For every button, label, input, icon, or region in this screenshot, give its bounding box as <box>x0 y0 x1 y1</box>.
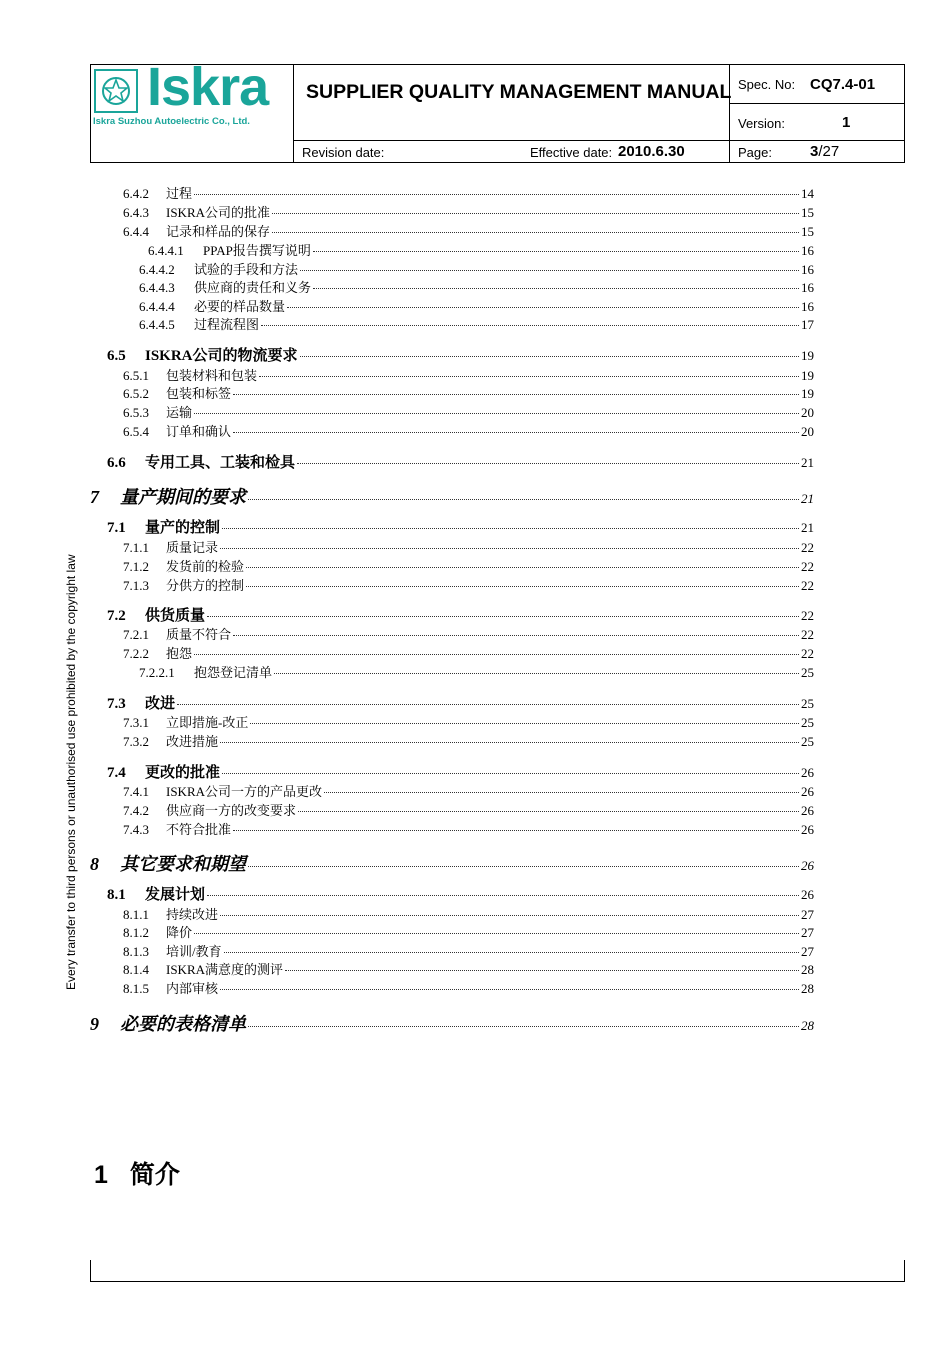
toc-entry-number: 6.6 <box>107 455 126 471</box>
toc-entry-title: 包装材料和包装 <box>166 368 258 383</box>
toc-dot-leader <box>246 567 799 568</box>
toc-entry-number: 8.1.3 <box>123 944 149 959</box>
toc-entry-number: 6.5 <box>107 348 126 364</box>
revision-label: Revision date: <box>302 145 385 160</box>
toc-entry-page: 14 <box>801 186 814 201</box>
toc-entry-title: 记录和样品的保存 <box>166 224 271 239</box>
toc-entry-page: 19 <box>801 368 814 383</box>
toc-entry-page: 25 <box>801 696 814 711</box>
toc-entry-title: 发展计划 <box>145 887 206 903</box>
toc-entry-page: 26 <box>801 765 814 780</box>
toc-entry[interactable] <box>123 819 814 838</box>
toc-entry-page: 22 <box>801 608 814 623</box>
iskra-logo-icon <box>94 69 138 113</box>
toc-entry-title: 内部审核 <box>166 981 219 996</box>
toc-dot-leader <box>250 723 799 724</box>
copyright-side-notice: Every transfer to third persons or unauthorised use prohibited by the copyright law <box>64 554 78 990</box>
toc-entry-title: 试验的手段和方法 <box>194 262 299 277</box>
toc-entry-page: 22 <box>801 627 814 642</box>
toc-entry-number: 7.2.2.1 <box>139 665 175 680</box>
toc-dot-leader <box>194 194 799 195</box>
toc-entry-page: 27 <box>801 925 814 940</box>
toc-entry[interactable] <box>107 604 814 625</box>
toc-entry-number: 7.1.1 <box>123 540 149 555</box>
toc-dot-leader <box>300 356 799 357</box>
toc-entry-title: 抱怨登记清单 <box>194 665 273 680</box>
toc-entry[interactable] <box>123 221 814 240</box>
toc-dot-leader <box>224 952 799 953</box>
toc-entry[interactable] <box>123 643 814 662</box>
toc-entry-title: 发货前的检验 <box>166 559 245 574</box>
toc-entry[interactable] <box>107 692 814 713</box>
spec-cell <box>730 65 905 104</box>
toc-entry-page: 26 <box>801 784 814 799</box>
toc-entry-number: 7.2 <box>107 608 126 624</box>
toc-entry-title: ISKRA公司一方的产品更改 <box>166 784 323 799</box>
manual-title: SUPPLIER QUALITY MANAGEMENT MANUAL <box>306 81 732 103</box>
toc-entry[interactable] <box>123 731 814 750</box>
toc-entry-title: 培训/教育 <box>166 944 222 959</box>
toc-entry-number: 6.4.4.2 <box>139 262 175 277</box>
toc-entry-title: 订单和确认 <box>166 424 232 439</box>
toc-entry-page: 19 <box>801 386 814 401</box>
toc-entry[interactable] <box>123 959 814 978</box>
toc-entry-number: 6.4.4.4 <box>139 299 175 314</box>
toc-entry[interactable] <box>107 516 814 537</box>
toc-entry-number: 7.2.1 <box>123 627 149 642</box>
toc-entry[interactable] <box>123 575 814 594</box>
toc-entry-title: 专用工具、工装和检具 <box>145 455 296 471</box>
toc-entry-page: 26 <box>801 887 814 902</box>
toc-entry[interactable] <box>123 624 814 643</box>
toc-dot-leader <box>285 970 799 971</box>
toc-entry-title: 其它要求和期望 <box>120 854 246 874</box>
section-title: 简介 <box>129 1162 180 1189</box>
toc-entry[interactable] <box>139 296 814 315</box>
toc-entry-page: 21 <box>801 491 814 506</box>
toc-entry-number: 7 <box>90 487 99 507</box>
toc-entry[interactable] <box>139 277 814 296</box>
toc-entry-page: 16 <box>801 299 814 314</box>
toc-entry-page: 19 <box>801 348 814 363</box>
toc-dot-leader <box>220 548 799 549</box>
toc-entry[interactable] <box>90 850 814 876</box>
toc-entry[interactable] <box>139 259 814 278</box>
toc-entry-title: 改进措施 <box>166 734 219 749</box>
toc-entry-title: 量产的控制 <box>145 520 221 536</box>
toc-dot-leader <box>233 432 799 433</box>
toc-dot-leader <box>220 989 799 990</box>
toc-entry-title: ISKRA满意度的测评 <box>166 962 284 977</box>
toc-dot-leader <box>248 866 799 867</box>
toc-entry-title: 供应商一方的改变要求 <box>166 803 297 818</box>
toc-dot-leader <box>177 704 799 705</box>
toc-entry-number: 7.4.3 <box>123 822 149 837</box>
toc-entry[interactable] <box>123 383 814 402</box>
toc-entry-page: 22 <box>801 540 814 555</box>
toc-entry-page: 20 <box>801 405 814 420</box>
toc-dot-leader <box>297 463 799 464</box>
toc-entry[interactable] <box>123 537 814 556</box>
toc-entry[interactable] <box>107 883 814 904</box>
toc-entry-page: 28 <box>801 962 814 977</box>
toc-entry[interactable] <box>123 712 814 731</box>
toc-entry-title: 不符合批准 <box>166 822 232 837</box>
page-number <box>810 143 839 160</box>
toc-entry-number: 7.4 <box>107 765 126 781</box>
toc-entry-number: 6.5.3 <box>123 405 149 420</box>
section-number: 1 <box>94 1161 108 1189</box>
toc-dot-leader <box>220 915 799 916</box>
toc-entry-page: 16 <box>801 262 814 277</box>
logo-company-name: Iskra Suzhou Autoelectric Co., Ltd. <box>93 116 250 127</box>
toc-entry-number: 6.4.2 <box>123 186 149 201</box>
toc-entry-number: 7.1 <box>107 520 126 536</box>
toc-entry-title: 过程 <box>166 186 193 201</box>
toc-entry-title: 必要的样品数量 <box>194 299 286 314</box>
toc-entry-number: 7.1.2 <box>123 559 149 574</box>
toc-dot-leader <box>272 232 799 233</box>
version-cell <box>730 104 905 141</box>
toc-entry-number: 8.1 <box>107 887 126 903</box>
toc-entry-page: 22 <box>801 578 814 593</box>
spec-value: CQ7.4-01 <box>810 76 876 93</box>
toc-entry-page: 28 <box>801 981 814 996</box>
toc-entry-number: 6.4.4.3 <box>139 280 175 295</box>
toc-entry-page: 26 <box>801 822 814 837</box>
toc-entry-page: 25 <box>801 715 814 730</box>
toc-entry-page: 28 <box>801 1018 814 1033</box>
toc-entry[interactable] <box>123 183 814 202</box>
effective-label: Effective date: <box>530 145 613 160</box>
toc-dot-leader <box>313 251 799 252</box>
toc-entry-number: 7.3 <box>107 696 126 712</box>
toc-entry-number: 6.4.3 <box>123 205 149 220</box>
toc-entry-title: 抱怨 <box>166 646 193 661</box>
toc-entry-page: 25 <box>801 665 814 680</box>
toc-entry-number: 7.4.2 <box>123 803 149 818</box>
toc-entry-title: 持续改进 <box>166 907 219 922</box>
section-heading <box>94 1155 180 1191</box>
toc-entry[interactable] <box>123 941 814 960</box>
toc-entry-title: 降价 <box>166 925 193 940</box>
toc-entry-number: 6.4.4.1 <box>148 243 184 258</box>
dates-cell <box>294 141 730 163</box>
toc-entry[interactable] <box>90 1010 814 1036</box>
toc-entry-title: 包装和标签 <box>166 386 232 401</box>
toc-entry[interactable] <box>123 421 814 440</box>
toc-entry-title: 供应商的责任和义务 <box>194 280 312 295</box>
toc-entry[interactable] <box>107 761 814 782</box>
toc-entry-page: 20 <box>801 424 814 439</box>
toc-entry[interactable] <box>123 978 814 997</box>
footer-border-right <box>904 1260 905 1282</box>
toc-entry-title: PPAP报告撰写说明 <box>203 243 311 258</box>
logo-cell <box>91 57 294 163</box>
toc-entry[interactable] <box>123 202 814 221</box>
page-cell <box>730 141 905 163</box>
toc-dot-leader <box>272 213 799 214</box>
version-label: Version: <box>738 116 785 131</box>
footer-border-bottom <box>90 1281 905 1282</box>
effective-value: 2010.6.30 <box>618 143 685 160</box>
toc-dot-leader <box>194 933 799 934</box>
toc-entry[interactable] <box>123 904 814 923</box>
toc-entry-number: 9 <box>90 1014 99 1034</box>
toc-entry-title: 供货质量 <box>145 608 206 624</box>
toc-entry-number: 7.4.1 <box>123 784 149 799</box>
toc-dot-leader <box>207 895 799 896</box>
toc-dot-leader <box>220 742 799 743</box>
document-header <box>90 57 905 163</box>
toc-dot-leader <box>300 270 799 271</box>
toc-entry-page: 16 <box>801 280 814 295</box>
toc-dot-leader <box>233 635 799 636</box>
toc-entry[interactable] <box>90 483 814 509</box>
toc-entry-page: 26 <box>801 858 814 873</box>
toc-entry-number: 7.2.2 <box>123 646 149 661</box>
toc-entry[interactable] <box>123 781 814 800</box>
toc-entry-title: 质量记录 <box>166 540 219 555</box>
toc-dot-leader <box>233 394 799 395</box>
toc-dot-leader <box>246 586 799 587</box>
toc-entry-title: ISKRA公司的物流要求 <box>145 348 298 364</box>
toc-dot-leader <box>313 288 799 289</box>
toc-dot-leader <box>248 1026 799 1027</box>
toc-entry-number: 8.1.2 <box>123 925 149 940</box>
toc-entry-title: 必要的表格清单 <box>120 1014 246 1034</box>
page-current: 3 <box>810 143 819 160</box>
toc-dot-leader <box>298 811 799 812</box>
toc-entry-page: 27 <box>801 907 814 922</box>
toc-entry[interactable] <box>148 240 814 259</box>
toc-entry-number: 6.5.1 <box>123 368 149 383</box>
toc-entry[interactable] <box>107 344 814 365</box>
toc-dot-leader <box>207 616 799 617</box>
toc-entry-title: 更改的批准 <box>145 765 221 781</box>
toc-dot-leader <box>324 792 799 793</box>
toc-entry-page: 17 <box>801 317 814 332</box>
toc-entry-number: 6.4.4 <box>123 224 149 239</box>
version-value: 1 <box>842 114 851 131</box>
toc-entry-page: 22 <box>801 559 814 574</box>
toc-entry-page: 21 <box>801 520 814 535</box>
page-total: /27 <box>818 143 840 160</box>
toc-entry[interactable] <box>123 556 814 575</box>
footer-border-left <box>90 1260 91 1282</box>
toc-entry[interactable] <box>139 662 814 681</box>
logo-wordmark: Iskra <box>147 57 269 117</box>
toc-dot-leader <box>287 307 799 308</box>
toc-dot-leader <box>259 376 799 377</box>
title-cell <box>294 65 730 141</box>
toc-entry-number: 8.1.1 <box>123 907 149 922</box>
toc-entry[interactable] <box>123 800 814 819</box>
toc-entry-page: 15 <box>801 224 814 239</box>
toc-dot-leader <box>233 830 799 831</box>
toc-entry-page: 26 <box>801 803 814 818</box>
page-label: Page: <box>738 145 772 160</box>
toc-entry[interactable] <box>123 922 814 941</box>
toc-entry-number: 7.3.2 <box>123 734 149 749</box>
toc-dot-leader <box>248 499 799 500</box>
toc-entry-title: 过程流程图 <box>194 317 260 332</box>
toc-entry-title: 量产期间的要求 <box>120 487 246 507</box>
toc-entry[interactable] <box>123 402 814 421</box>
toc-entry-title: 质量不符合 <box>166 627 232 642</box>
toc-entry-number: 8 <box>90 854 99 874</box>
toc-entry-number: 6.5.4 <box>123 424 149 439</box>
toc-entry[interactable] <box>139 314 814 333</box>
toc-entry-number: 7.3.1 <box>123 715 149 730</box>
toc-entry[interactable] <box>107 451 814 472</box>
toc-entry-number: 8.1.5 <box>123 981 149 996</box>
toc-entry-page: 16 <box>801 243 814 258</box>
toc-dot-leader <box>222 528 799 529</box>
spec-label: Spec. No: <box>738 77 796 92</box>
toc-dot-leader <box>261 325 799 326</box>
toc-dot-leader <box>194 413 799 414</box>
toc-entry-number: 6.5.2 <box>123 386 149 401</box>
toc-entry-page: 25 <box>801 734 814 749</box>
toc-dot-leader <box>274 673 799 674</box>
toc-entry-page: 22 <box>801 646 814 661</box>
toc-entry-number: 8.1.4 <box>123 962 149 977</box>
toc-entry-page: 15 <box>801 205 814 220</box>
toc-entry-title: 立即措施-改正 <box>166 715 249 730</box>
toc-dot-leader <box>194 654 799 655</box>
toc-entry-title: 分供方的控制 <box>166 578 245 593</box>
toc-entry-title: 改进 <box>145 696 176 712</box>
toc-dot-leader <box>222 773 799 774</box>
toc-entry-page: 27 <box>801 944 814 959</box>
toc-entry-number: 6.4.4.5 <box>139 317 175 332</box>
toc-entry[interactable] <box>123 365 814 384</box>
toc-entry-number: 7.1.3 <box>123 578 149 593</box>
toc-entry-page: 21 <box>801 455 814 470</box>
toc-entry-title: 运输 <box>166 405 193 420</box>
toc-entry-title: ISKRA公司的批准 <box>166 205 271 220</box>
